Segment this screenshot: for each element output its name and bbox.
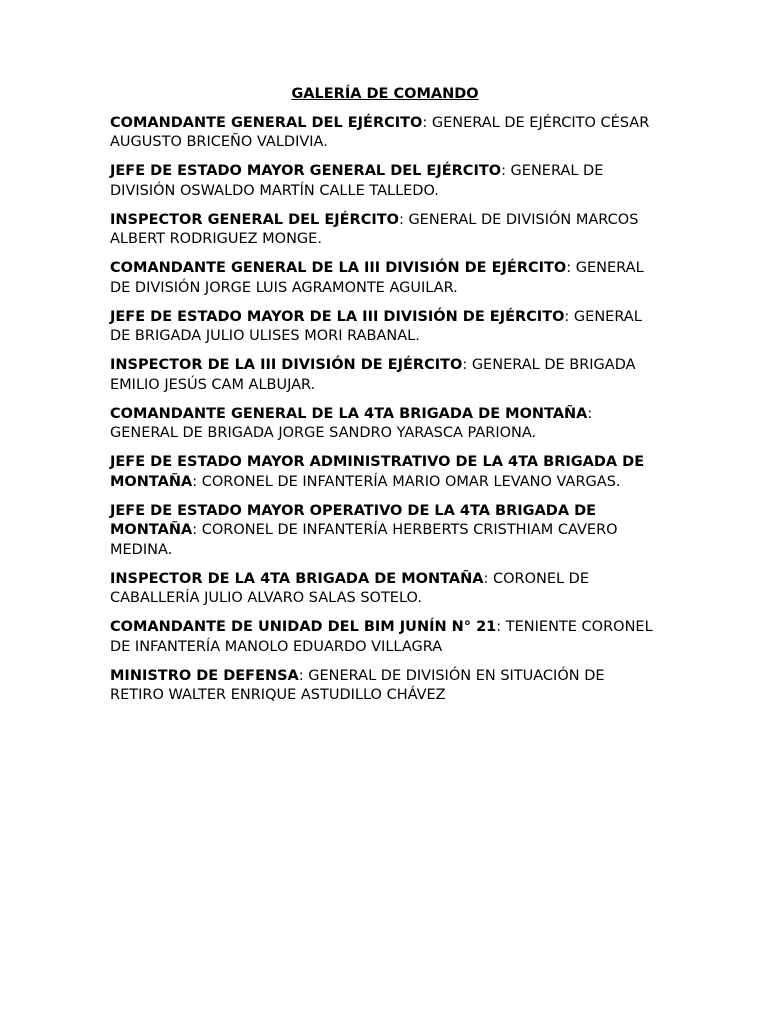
entry-role: COMANDANTE GENERAL DE LA III DIVISIÓN DE EJÉRCITO (110, 260, 567, 276)
entry-holder: : GENERAL DE DIVISIÓN MARCOS ALBERT RODRIGUEZ MONGE. (110, 211, 639, 247)
entry-role: JEFE DE ESTADO MAYOR OPERATIVO DE LA 4TA BRIGADA DE MONTAÑA (110, 502, 597, 538)
entry-jefe-estado-mayor-operativo (110, 502, 660, 561)
entry-role: INSPECTOR DE LA III DIVISIÓN DE EJÉRCITO (110, 357, 463, 373)
document-page (110, 85, 660, 715)
entry-holder: : GENERAL DE BRIGADA JORGE SANDRO YARASCA PARIONA. (110, 405, 593, 441)
entry-inspector-iii-division (110, 356, 660, 395)
entry-role: JEFE DE ESTADO MAYOR DE LA III DIVISIÓN DE EJÉRCITO (110, 308, 565, 325)
entry-holder: : GENERAL DE BRIGADA JULIO ULISES MORI RABANAL. (110, 308, 642, 344)
entry-holder: : GENERAL DE DIVISIÓN OSWALDO MARTÍN CALLE TALLEDO. (110, 163, 604, 199)
entry-comandante-bim-junin (110, 618, 660, 657)
entry-holder: : CORONEL DE INFANTERÍA HERBERTS CRISTHIAM CAVERO MEDINA. (110, 522, 618, 558)
entry-comandante-iii-division (110, 259, 660, 298)
entry-jefe-estado-mayor-iii-division (110, 308, 660, 347)
entry-inspector-general (110, 211, 660, 250)
entry-holder: : CORONEL DE CABALLERÍA JULIO ALVARO SALAS SOTELO. (110, 570, 590, 606)
entry-role: MINISTRO DE DEFENSA (110, 667, 299, 684)
entry-role: COMANDANTE GENERAL DEL EJÉRCITO (110, 114, 423, 131)
document-title: GALERÍA DE COMANDO (291, 86, 479, 102)
entry-holder: : TENIENTE CORONEL DE INFANTERÍA MANOLO EDUARDO VILLAGRA (110, 619, 653, 655)
entry-comandante-4ta-brigada (110, 405, 660, 444)
entry-holder: : GENERAL DE EJÉRCITO CÉSAR AUGUSTO BRICEÑO VALDIVIA. (110, 114, 650, 150)
entry-comandante-general-ejercito (110, 114, 660, 153)
entry-role: INSPECTOR GENERAL DEL EJÉRCITO (110, 211, 399, 228)
entry-ministro-defensa (110, 667, 660, 706)
entry-inspector-4ta-brigada (110, 570, 660, 609)
entry-holder: : CORONEL DE INFANTERÍA MARIO OMAR LEVANO VARGAS. (192, 473, 621, 490)
entry-holder: : GENERAL DE BRIGADA EMILIO JESÚS CAM ALBUJAR. (110, 357, 636, 393)
entry-jefe-estado-mayor-administrativo (110, 453, 660, 492)
entry-role: JEFE DE ESTADO MAYOR ADMINISTRATIVO DE LA 4TA BRIGADA DE MONTAÑA (110, 454, 645, 490)
entry-holder: : GENERAL DE DIVISIÓN JORGE LUIS AGRAMONTE AGUILAR. (110, 260, 644, 296)
entry-holder: : GENERAL DE DIVISIÓN EN SITUACIÓN DE RETIRO WALTER ENRIQUE ASTUDILLO CHÁVEZ (110, 667, 605, 703)
entry-role: COMANDANTE DE UNIDAD DEL BIM JUNÍN N° 21 (110, 619, 497, 635)
entry-role: COMANDANTE GENERAL DE LA 4TA BRIGADA DE MONTAÑA (110, 405, 588, 422)
entry-role: JEFE DE ESTADO MAYOR GENERAL DEL EJÉRCITO (110, 163, 502, 179)
entry-role: INSPECTOR DE LA 4TA BRIGADA DE MONTAÑA (110, 570, 484, 587)
entry-jefe-estado-mayor-general (110, 162, 660, 201)
